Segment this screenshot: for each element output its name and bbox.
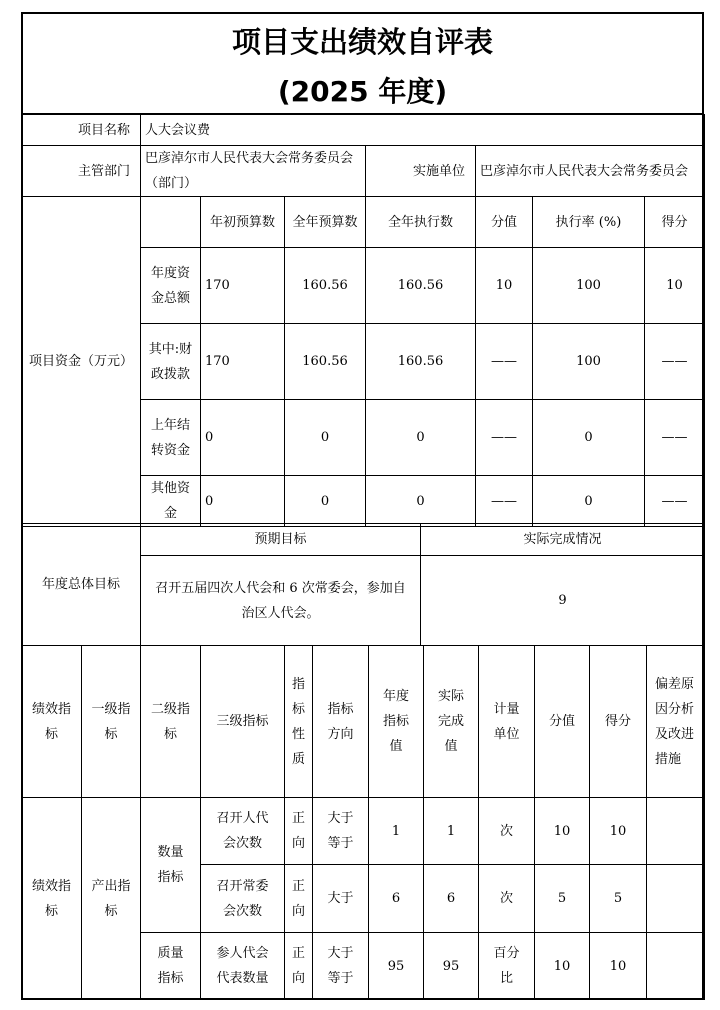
header-actual: 实际完成值 [424, 646, 479, 798]
header-nature: 指标性质 [285, 646, 313, 798]
indicator-unit: 百分比 [479, 933, 535, 1000]
indicator-target: 95 [369, 933, 424, 1000]
header-direction: 指标方向 [313, 646, 369, 798]
indicator-target: 6 [369, 865, 424, 933]
indicator-score: 10 [590, 933, 647, 1000]
funds-row-label: 年度资金总额 [141, 248, 201, 324]
dept-label: 主管部门 [22, 146, 141, 197]
header-level3: 三级指标 [201, 646, 285, 798]
border-bottom [21, 998, 704, 1000]
header-unit: 计量单位 [479, 646, 535, 798]
dept-value: 巴彦淖尔市人民代表大会常务委员会（部门） [141, 146, 366, 197]
goals-table [21, 523, 705, 646]
project-name-value: 人大会议费 [141, 115, 705, 146]
indicator-nature: 正向 [285, 933, 313, 1000]
funds-score-value: —— [476, 324, 533, 400]
funds-row-label: 其中:财政拨款 [141, 324, 201, 400]
header-target: 年度指标值 [369, 646, 424, 798]
indicator-score: 10 [590, 798, 647, 865]
indicator-direction: 大于等于 [313, 933, 369, 1000]
funds-header-score-value: 分值 [476, 197, 533, 248]
header-score: 得分 [590, 646, 647, 798]
indicator-actual: 1 [424, 798, 479, 865]
funds-initial: 170 [201, 248, 285, 324]
indicator-unit: 次 [479, 798, 535, 865]
funds-score-value: —— [476, 400, 533, 476]
funds-header-rate: 执行率 (%) [533, 197, 645, 248]
goals-label: 年度总体目标 [22, 524, 141, 646]
funds-table [21, 114, 705, 527]
indicator-score-value: 10 [535, 933, 590, 1000]
indicator-score-value: 10 [535, 798, 590, 865]
actual-text: 9 [421, 556, 705, 646]
funds-rate: 0 [533, 400, 645, 476]
indicator-score: 5 [590, 865, 647, 933]
funds-row-label: 其他资金 [141, 476, 201, 527]
indicator-direction: 大于 [313, 865, 369, 933]
group-quantity: 数量指标 [141, 798, 201, 933]
funds-executed: 160.56 [366, 324, 476, 400]
funds-executed: 160.56 [366, 248, 476, 324]
funds-annual: 0 [285, 400, 366, 476]
indicator-score-value: 5 [535, 865, 590, 933]
funds-score: —— [645, 400, 705, 476]
group-quality: 质量指标 [141, 933, 201, 1000]
header-level2: 二级指标 [141, 646, 201, 798]
border-left [21, 12, 23, 1000]
funds-corner [141, 197, 201, 248]
funds-score-value: —— [476, 476, 533, 527]
funds-header-executed: 全年执行数 [366, 197, 476, 248]
indicator-level3: 参人代会代表数量 [201, 933, 285, 1000]
funds-rate: 100 [533, 324, 645, 400]
funds-executed: 0 [366, 400, 476, 476]
indicator-target: 1 [369, 798, 424, 865]
indicator-unit: 次 [479, 865, 535, 933]
funds-score: —— [645, 476, 705, 527]
funds-header-score: 得分 [645, 197, 705, 248]
funds-row-label: 上年结转资金 [141, 400, 201, 476]
funds-score: —— [645, 324, 705, 400]
group-perf: 绩效指标 [22, 798, 82, 1000]
funds-initial: 170 [201, 324, 285, 400]
actual-header: 实际完成情况 [421, 524, 705, 556]
funds-score-value: 10 [476, 248, 533, 324]
header-perf: 绩效指标 [22, 646, 82, 798]
indicator-nature: 正向 [285, 798, 313, 865]
impl-value: 巴彦淖尔市人民代表大会常务委员会 [476, 146, 705, 197]
indicator-deviation [647, 865, 705, 933]
indicator-nature: 正向 [285, 865, 313, 933]
header-score-value: 分值 [535, 646, 590, 798]
table-row [22, 798, 705, 865]
funds-header-initial: 年初预算数 [201, 197, 285, 248]
funds-annual: 0 [285, 476, 366, 527]
funds-initial: 0 [201, 476, 285, 527]
expected-text: 召开五届四次人代会和 6 次常委会，参加自治区人代会。 [141, 556, 421, 646]
indicator-level3: 召开常委会次数 [201, 865, 285, 933]
indicator-level3: 召开人代会次数 [201, 798, 285, 865]
header-deviation: 偏差原因分析及改进措施 [647, 646, 705, 798]
indicator-actual: 6 [424, 865, 479, 933]
funds-header-annual: 全年预算数 [285, 197, 366, 248]
funds-rate: 100 [533, 248, 645, 324]
funds-annual: 160.56 [285, 324, 366, 400]
funds-score: 10 [645, 248, 705, 324]
funds-initial: 0 [201, 400, 285, 476]
impl-label: 实施单位 [366, 146, 476, 197]
expected-header: 预期目标 [141, 524, 421, 556]
group-output: 产出指标 [82, 798, 141, 1000]
indicator-actual: 95 [424, 933, 479, 1000]
evaluation-form [21, 12, 704, 1000]
indicator-deviation [647, 798, 705, 865]
project-name-label: 项目名称 [22, 115, 141, 146]
form-title: 项目支出绩效自评表 [231, 25, 493, 59]
indicator-direction: 大于等于 [313, 798, 369, 865]
indicator-deviation [647, 933, 705, 1000]
form-year: (2025 年度) [277, 75, 448, 108]
border-right [702, 12, 704, 1000]
indicators-table [21, 645, 705, 1000]
funds-annual: 160.56 [285, 248, 366, 324]
funds-rate: 0 [533, 476, 645, 527]
funds-label: 项目资金（万元） [22, 197, 141, 527]
title-box [21, 12, 704, 114]
funds-executed: 0 [366, 476, 476, 527]
header-level1: 一级指标 [82, 646, 141, 798]
